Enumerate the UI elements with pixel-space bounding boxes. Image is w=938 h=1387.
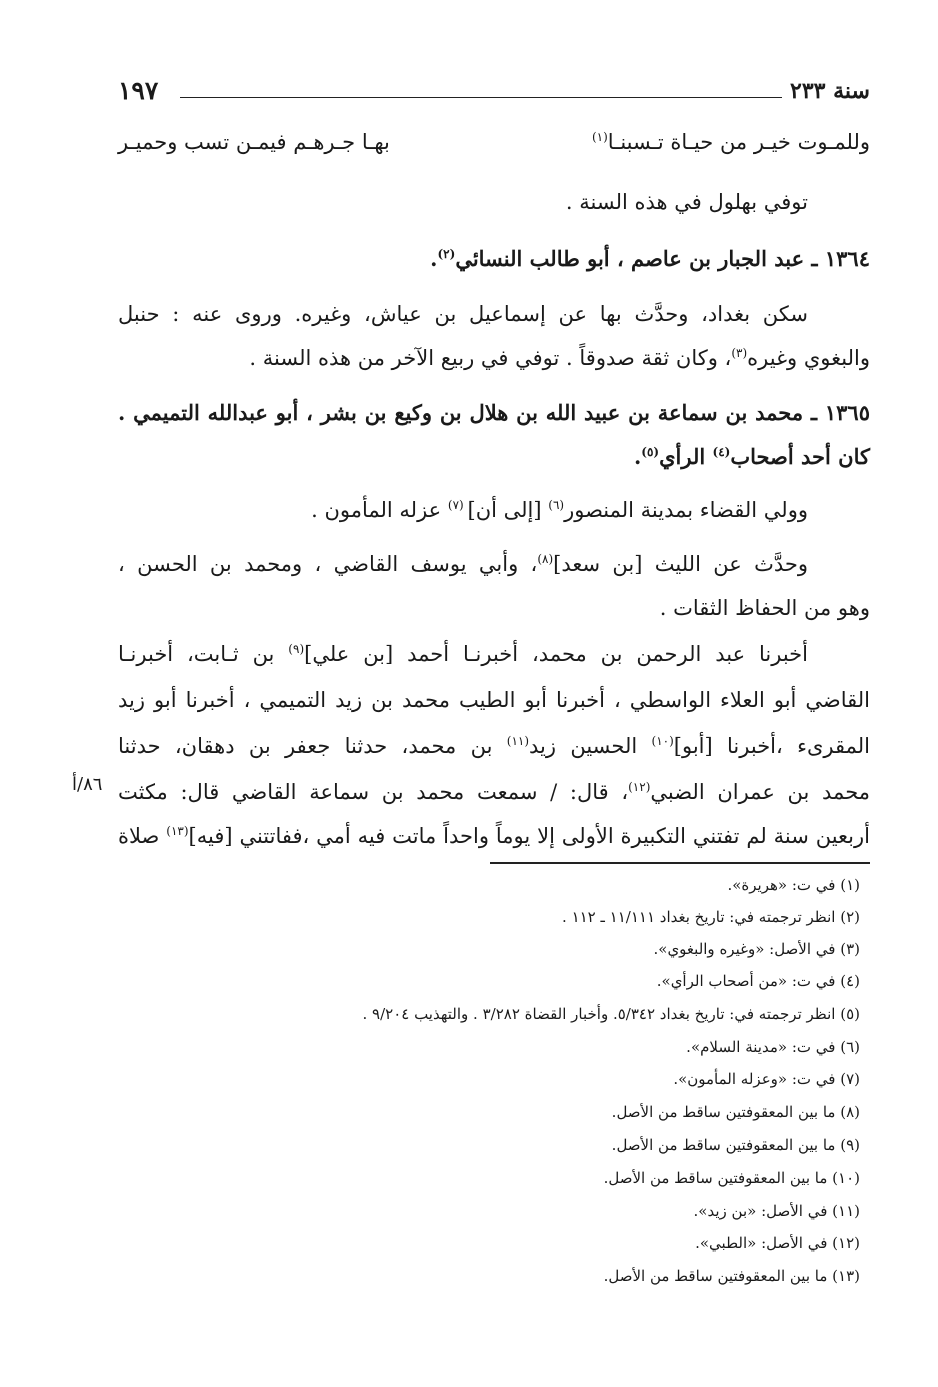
folio-margin-mark: ٨٦/أ xyxy=(72,774,103,795)
entry-1365-title: ١٣٦٥ ـ محمد بن سماعة بن عبيد الله بن هلال بن وكيع بن بشر ، أبو عبدالله التميمي . xyxy=(118,400,870,425)
footnote-rule xyxy=(490,862,870,864)
footnote-3: (٣) في الأصل: «وغيره والبغوي». xyxy=(653,940,860,958)
footnote-11: (١١) في الأصل: «بن زيد». xyxy=(693,1202,860,1220)
book-page xyxy=(72,62,871,1362)
poem-hemistich-left: بهـا جـرهـم فيمـن تسب وحميـر xyxy=(118,130,390,154)
footnote-ref-8: (٨) xyxy=(537,552,554,566)
footnote-5: (٥) انظر ترجمته في: تاريخ بغداد ٥/٣٤٢. وأخبار القضاة ٣/٢٨٢ . والتهذيب ٩/٢٠٤ . xyxy=(362,1005,860,1023)
poem-verse xyxy=(118,130,870,170)
page-header xyxy=(118,76,870,116)
running-head-year: سنة ٢٣٣ xyxy=(790,78,870,104)
text-line-7: أخبرنا عبد الرحمن بن محمد، أخبرنـا أحمد [بن علي]$^{(٩)}$ بن ثـابت، أخبرنـا xyxy=(118,642,808,666)
text-line-9: المقرىء ،أخبرنا [أبو]$^{(١٠)}$ الحسين زيد$^{(١١)}$ بن محمد، حدثنا جعفر بن دهقان، حدثنا xyxy=(118,734,870,758)
footnote-ref-1: (١) xyxy=(591,130,608,144)
footnote-1: (١) في ت: «هريرة». xyxy=(727,876,860,894)
text-line-5: وولي القضاء بمدينة المنصور$^{(٦)}$ [إلى أن] $^{(٧)}$ عزله المأمون . xyxy=(311,498,808,522)
text-line-8: القاضي أبو العلاء الواسطي ، أخبرنا أبو الطيب محمد بن زيد التميمي ، أخبرنا أبو زيد xyxy=(118,688,870,712)
footnote-6: (٦) في ت: «مدينة السلام». xyxy=(686,1038,860,1056)
footnote-ref-10: (١٠) xyxy=(651,734,674,748)
text-line-6c: وهو من الحفاظ الثقات . xyxy=(659,596,870,620)
page-number: ١٩٧ xyxy=(118,76,159,105)
footnote-ref-7: (٧) xyxy=(447,498,468,512)
poem-hemistich-right: وللمـوت خيـر من حيـاة تـسبنـا$^{(١)}$ xyxy=(591,130,870,154)
footnote-9: (٩) ما بين المعقوفتين ساقط من الأصل. xyxy=(611,1136,860,1154)
header-rule xyxy=(180,97,782,98)
footnote-ref-4: (٤) xyxy=(712,445,731,459)
footnote-12: (١٢) في الأصل: «الطبي». xyxy=(695,1234,860,1252)
footnote-ref-9: (٩) xyxy=(288,642,305,656)
footnote-ref-2: (٢) xyxy=(437,247,456,261)
footnote-ref-3: (٣) xyxy=(731,346,748,360)
footnote-ref-6: (٦) xyxy=(548,498,565,512)
footnote-13: (١٣) ما بين المعقوفتين ساقط من الأصل. xyxy=(603,1267,860,1285)
text-line-10: محمد بن عمران الضبي$^{(١٢)}$، قال: / سمعت محمد بن سماعة القاضي قال: مكثت xyxy=(118,780,871,804)
entry-1365-title-cont: كان أحد أصحاب$^{(٤)}$ الرأي$^{(٥)}$. xyxy=(633,444,870,469)
footnote-4: (٤) في ت: «من أصحاب الرأي». xyxy=(656,972,860,990)
text-line-3a: سكن بغداد، وحدَّث بها عن إسماعيل بن عياش، وغيره. وروى عنه : حنبل xyxy=(118,302,808,326)
text-line-11: أربعين سنة لم تفتني التكبيرة الأولى إلا يوماً واحداً ماتت فيه أمي ،ففاتتني [فيه]$^{(١٣)}$ صلاة xyxy=(118,824,870,848)
footnote-10: (١٠) ما بين المعقوفتين ساقط من الأصل. xyxy=(603,1169,860,1187)
footnote-ref-5: (٥) xyxy=(641,445,660,459)
text-line-3b: والبغوي وغيره$^{(٣)}$، وكان ثقة صدوقاً . توفي في ربيع الآخر من هذه السنة . xyxy=(249,346,870,370)
footnote-7: (٧) في ت: «وعزله المأمون». xyxy=(673,1070,860,1088)
footnote-ref-12: (١٢) xyxy=(628,780,651,794)
entry-1364-title: ١٣٦٤ ـ عبد الجبار بن عاصم ، أبو طالب النسائي$^{(٢)}$. xyxy=(430,246,870,271)
text-line-6: وحدَّث عن الليث [بن سعد]$^{(٨)}$، وأبي يوسف القاضي ، ومحمد بن الحسن ، xyxy=(118,552,808,576)
footnote-ref-11: (١١) xyxy=(506,734,530,748)
footnote-ref-13: (١٣) xyxy=(166,824,189,838)
text-line-1: توفي بهلول في هذه السنة . xyxy=(565,190,808,214)
footnote-2: (٢) انظر ترجمته في: تاريخ بغداد ١١/١١١ ـ ١١٢ . xyxy=(562,908,860,926)
footnote-8: (٨) ما بين المعقوفتين ساقط من الأصل. xyxy=(611,1103,860,1121)
